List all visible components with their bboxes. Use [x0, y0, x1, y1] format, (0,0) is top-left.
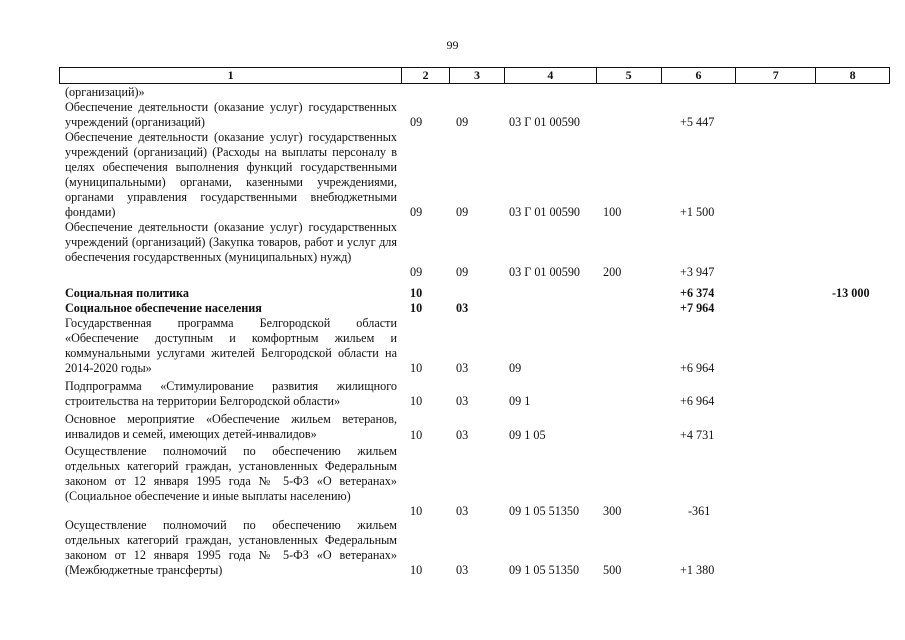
row-text: Социальная политика	[65, 286, 189, 300]
table-header	[59, 67, 890, 84]
cell-amount: +7 964	[680, 301, 715, 315]
header-col-2: 2	[402, 68, 450, 83]
cell-amount: +4 731	[680, 428, 715, 442]
cell-target-article: 09 1 05 51350	[509, 504, 580, 518]
row-text: Осуществление полномочий по обеспечению жильем отдельных категорий граждан, установленных Федеральным законом от 12 января 1995 года № 5-ФЗ «О ветеранах» (Межбюджетные трансферты)	[65, 518, 397, 577]
cell-target-article: 09 1	[509, 394, 531, 408]
row-text: (организаций)»	[65, 85, 145, 99]
cell-amount: -361	[688, 504, 711, 518]
cell-subsection: 03	[456, 428, 469, 442]
cell-target-article: 03 Г 01 00590	[509, 205, 581, 219]
row-text: Государственная программа Белгородской области «Обеспечение доступным и комфортным жильем и коммунальными услугами жителей Белгородской области на 2014-2020 годы»	[65, 316, 397, 375]
cell-subsection: 09	[456, 205, 469, 219]
cell-subsection: 03	[456, 504, 469, 518]
cell-amount: +6 964	[680, 361, 715, 375]
cell-amount: +5 447	[680, 115, 715, 129]
cell-section: 10	[410, 394, 423, 408]
cell-expense-type: 300	[603, 504, 622, 518]
cell-section: 10	[410, 301, 423, 315]
header-col-5: 5	[597, 68, 662, 83]
row-text: Социальное обеспечение населения	[65, 301, 262, 315]
cell-expense-type: 200	[603, 265, 622, 279]
header-col-7: 7	[736, 68, 816, 83]
cell-subsection: 03	[456, 394, 469, 408]
cell-amount: +6 374	[680, 286, 715, 300]
header-col-6: 6	[662, 68, 737, 83]
header-col-1: 1	[60, 68, 402, 83]
cell-expense-type: 500	[603, 563, 622, 577]
cell-section: 09	[410, 265, 423, 279]
row-text: Основное мероприятие «Обеспечение жильем ветеранов, инвалидов и семей, имеющих детей-инвалидов»	[65, 412, 397, 441]
cell-subsection: 09	[456, 265, 469, 279]
cell-amount: +1 500	[680, 205, 715, 219]
cell-section: 10	[410, 286, 423, 300]
cell-section: 10	[410, 504, 423, 518]
cell-amount: +6 964	[680, 394, 715, 408]
page-number: 99	[446, 38, 459, 52]
cell-section: 10	[410, 361, 423, 375]
cell-amount-col8: -13 000	[832, 286, 870, 300]
cell-amount: +1 380	[680, 563, 715, 577]
row-text: Осуществление полномочий по обеспечению жильем отдельных категорий граждан, установленных Федеральным законом от 12 января 1995 года № 5-ФЗ «О ветеранах» (Социальное обеспечение и иные выплаты населению)	[65, 444, 397, 503]
row-text: Обеспечение деятельности (оказание услуг) государственных учреждений (организаций) (Закупка товаров, работ и услуг для обеспечения государственных (муниципальных) нужд)	[65, 220, 397, 264]
cell-expense-type: 100	[603, 205, 622, 219]
cell-target-article: 09 1 05	[509, 428, 546, 442]
cell-section: 10	[410, 428, 423, 442]
header-col-3: 3	[450, 68, 505, 83]
cell-target-article: 03 Г 01 00590	[509, 265, 581, 279]
cell-amount: +3 947	[680, 265, 715, 279]
cell-target-article: 09	[509, 361, 522, 375]
cell-section: 09	[410, 115, 423, 129]
cell-subsection: 03	[456, 301, 469, 315]
cell-section: 10	[410, 563, 423, 577]
cell-subsection: 03	[456, 361, 469, 375]
cell-section: 09	[410, 205, 423, 219]
cell-subsection: 03	[456, 563, 469, 577]
row-text: Обеспечение деятельности (оказание услуг) государственных учреждений (организаций) (Расходы на выплаты персоналу в целях обеспечения выполнения функций государственными (муниципальными) органами, казенными учреждениями, органами управления государственными внебюджетными фондами)	[65, 130, 397, 219]
header-col-4: 4	[505, 68, 597, 83]
row-text: Обеспечение деятельности (оказание услуг) государственных учреждений (организаций)	[65, 100, 397, 129]
cell-target-article: 03 Г 01 00590	[509, 115, 581, 129]
header-col-8: 8	[849, 68, 856, 82]
cell-subsection: 09	[456, 115, 469, 129]
cell-target-article: 09 1 05 51350	[509, 563, 580, 577]
row-text: Подпрограмма «Стимулирование развития жилищного строительства на территории Белгородской области»	[65, 379, 397, 408]
